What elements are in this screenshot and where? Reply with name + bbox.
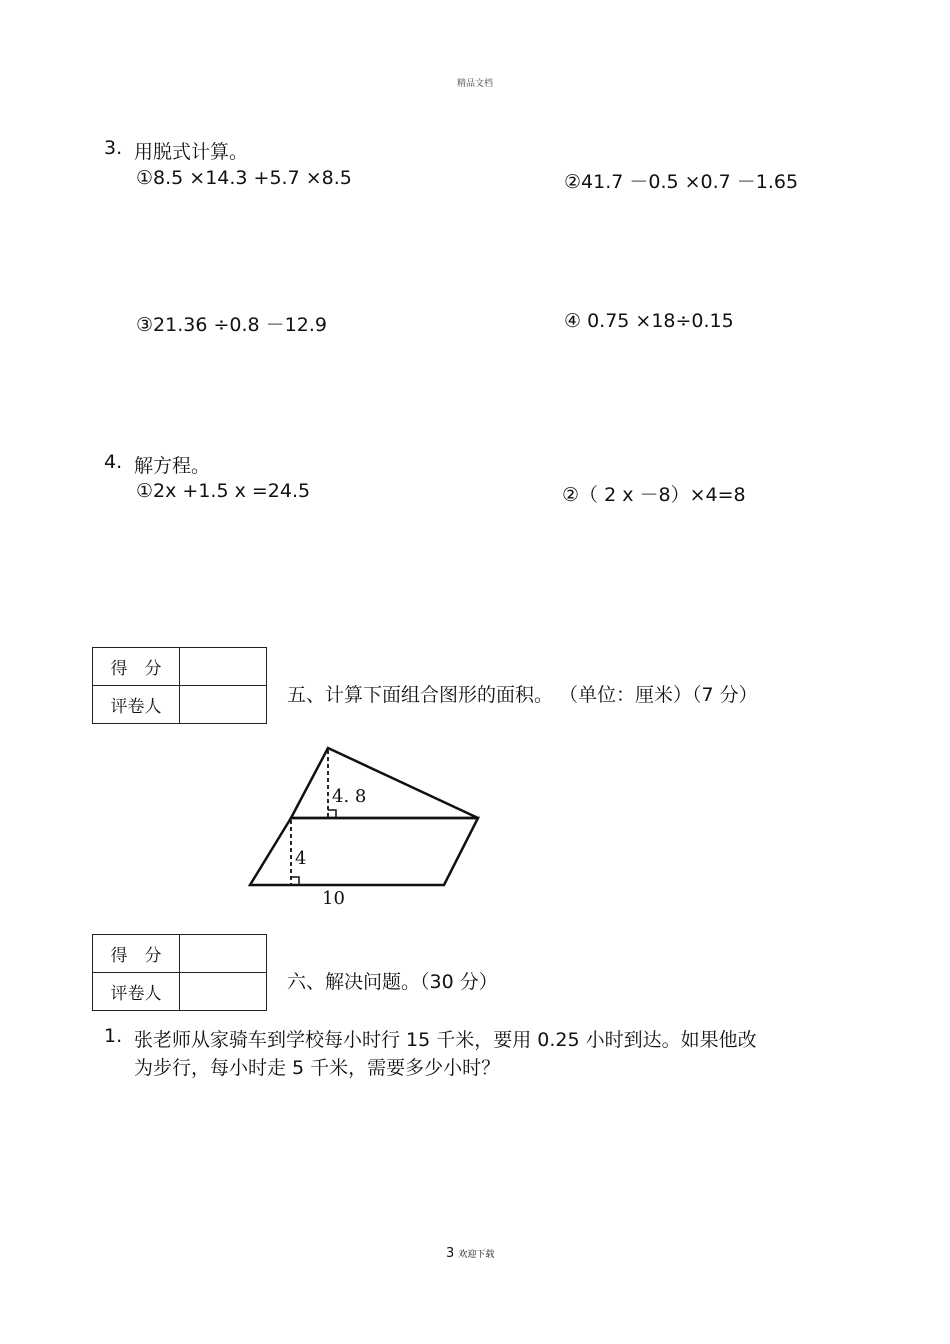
grader-label: 评卷人 — [93, 973, 180, 1011]
problem-1-number: 1. — [104, 1025, 123, 1047]
grader-box — [180, 686, 267, 724]
q3-item-1: ①8.5 ×14.3 +5.7 ×8.5 — [136, 167, 352, 189]
score-label: 得 分 — [93, 648, 180, 686]
base-label: 10 — [322, 888, 345, 909]
q3-item-2: ②41.7 －0.5 ×0.7 －1.65 — [564, 171, 799, 193]
score-box — [180, 935, 267, 973]
section-5-title: 五、计算下面组合图形的面积。 （单位：厘米）（7 分） — [287, 684, 758, 706]
section-6-title: 六、解决问题。（30 分） — [287, 971, 498, 993]
q4-item-1: ①2x +1.5 x =24.5 — [136, 480, 311, 502]
grader-box — [180, 973, 267, 1011]
page-footer — [446, 1246, 494, 1261]
q3-title: 用脱式计算。 — [134, 141, 249, 163]
triangle-shape — [291, 748, 478, 818]
page-number: 3 — [446, 1246, 455, 1261]
parallelogram-height-label: 4 — [295, 848, 307, 869]
q4-number: 4. — [104, 451, 123, 473]
q4-item-2: ②（ 2 x －8）×4=8 — [562, 484, 746, 506]
q4-title: 解方程。 — [134, 455, 211, 477]
q3-number: 3. — [104, 137, 123, 159]
page-header: 精品文档 — [456, 79, 493, 89]
score-label: 得 分 — [93, 935, 180, 973]
problem-1-line-2: 为步行，每小时走 5 千米，需要多少小时？ — [134, 1057, 501, 1079]
footer-text: 欢迎下载 — [458, 1250, 495, 1260]
score-box — [180, 648, 267, 686]
score-table-6 — [92, 934, 267, 1011]
q3-item-3: ③21.36 ÷0.8 －12.9 — [136, 314, 327, 336]
grader-label: 评卷人 — [93, 686, 180, 724]
parallelogram-shape — [250, 818, 478, 885]
q3-item-4: ④ 0.75 ×18÷0.15 — [564, 310, 734, 332]
score-table-5 — [92, 647, 267, 724]
triangle-height-label: 4. 8 — [332, 786, 367, 807]
problem-1-line-1: 张老师从家骑车到学校每小时行 15 千米，要用 0.25 小时到达。如果他改 — [134, 1029, 757, 1051]
figure-outline — [250, 748, 478, 885]
composite-figure — [240, 740, 500, 910]
